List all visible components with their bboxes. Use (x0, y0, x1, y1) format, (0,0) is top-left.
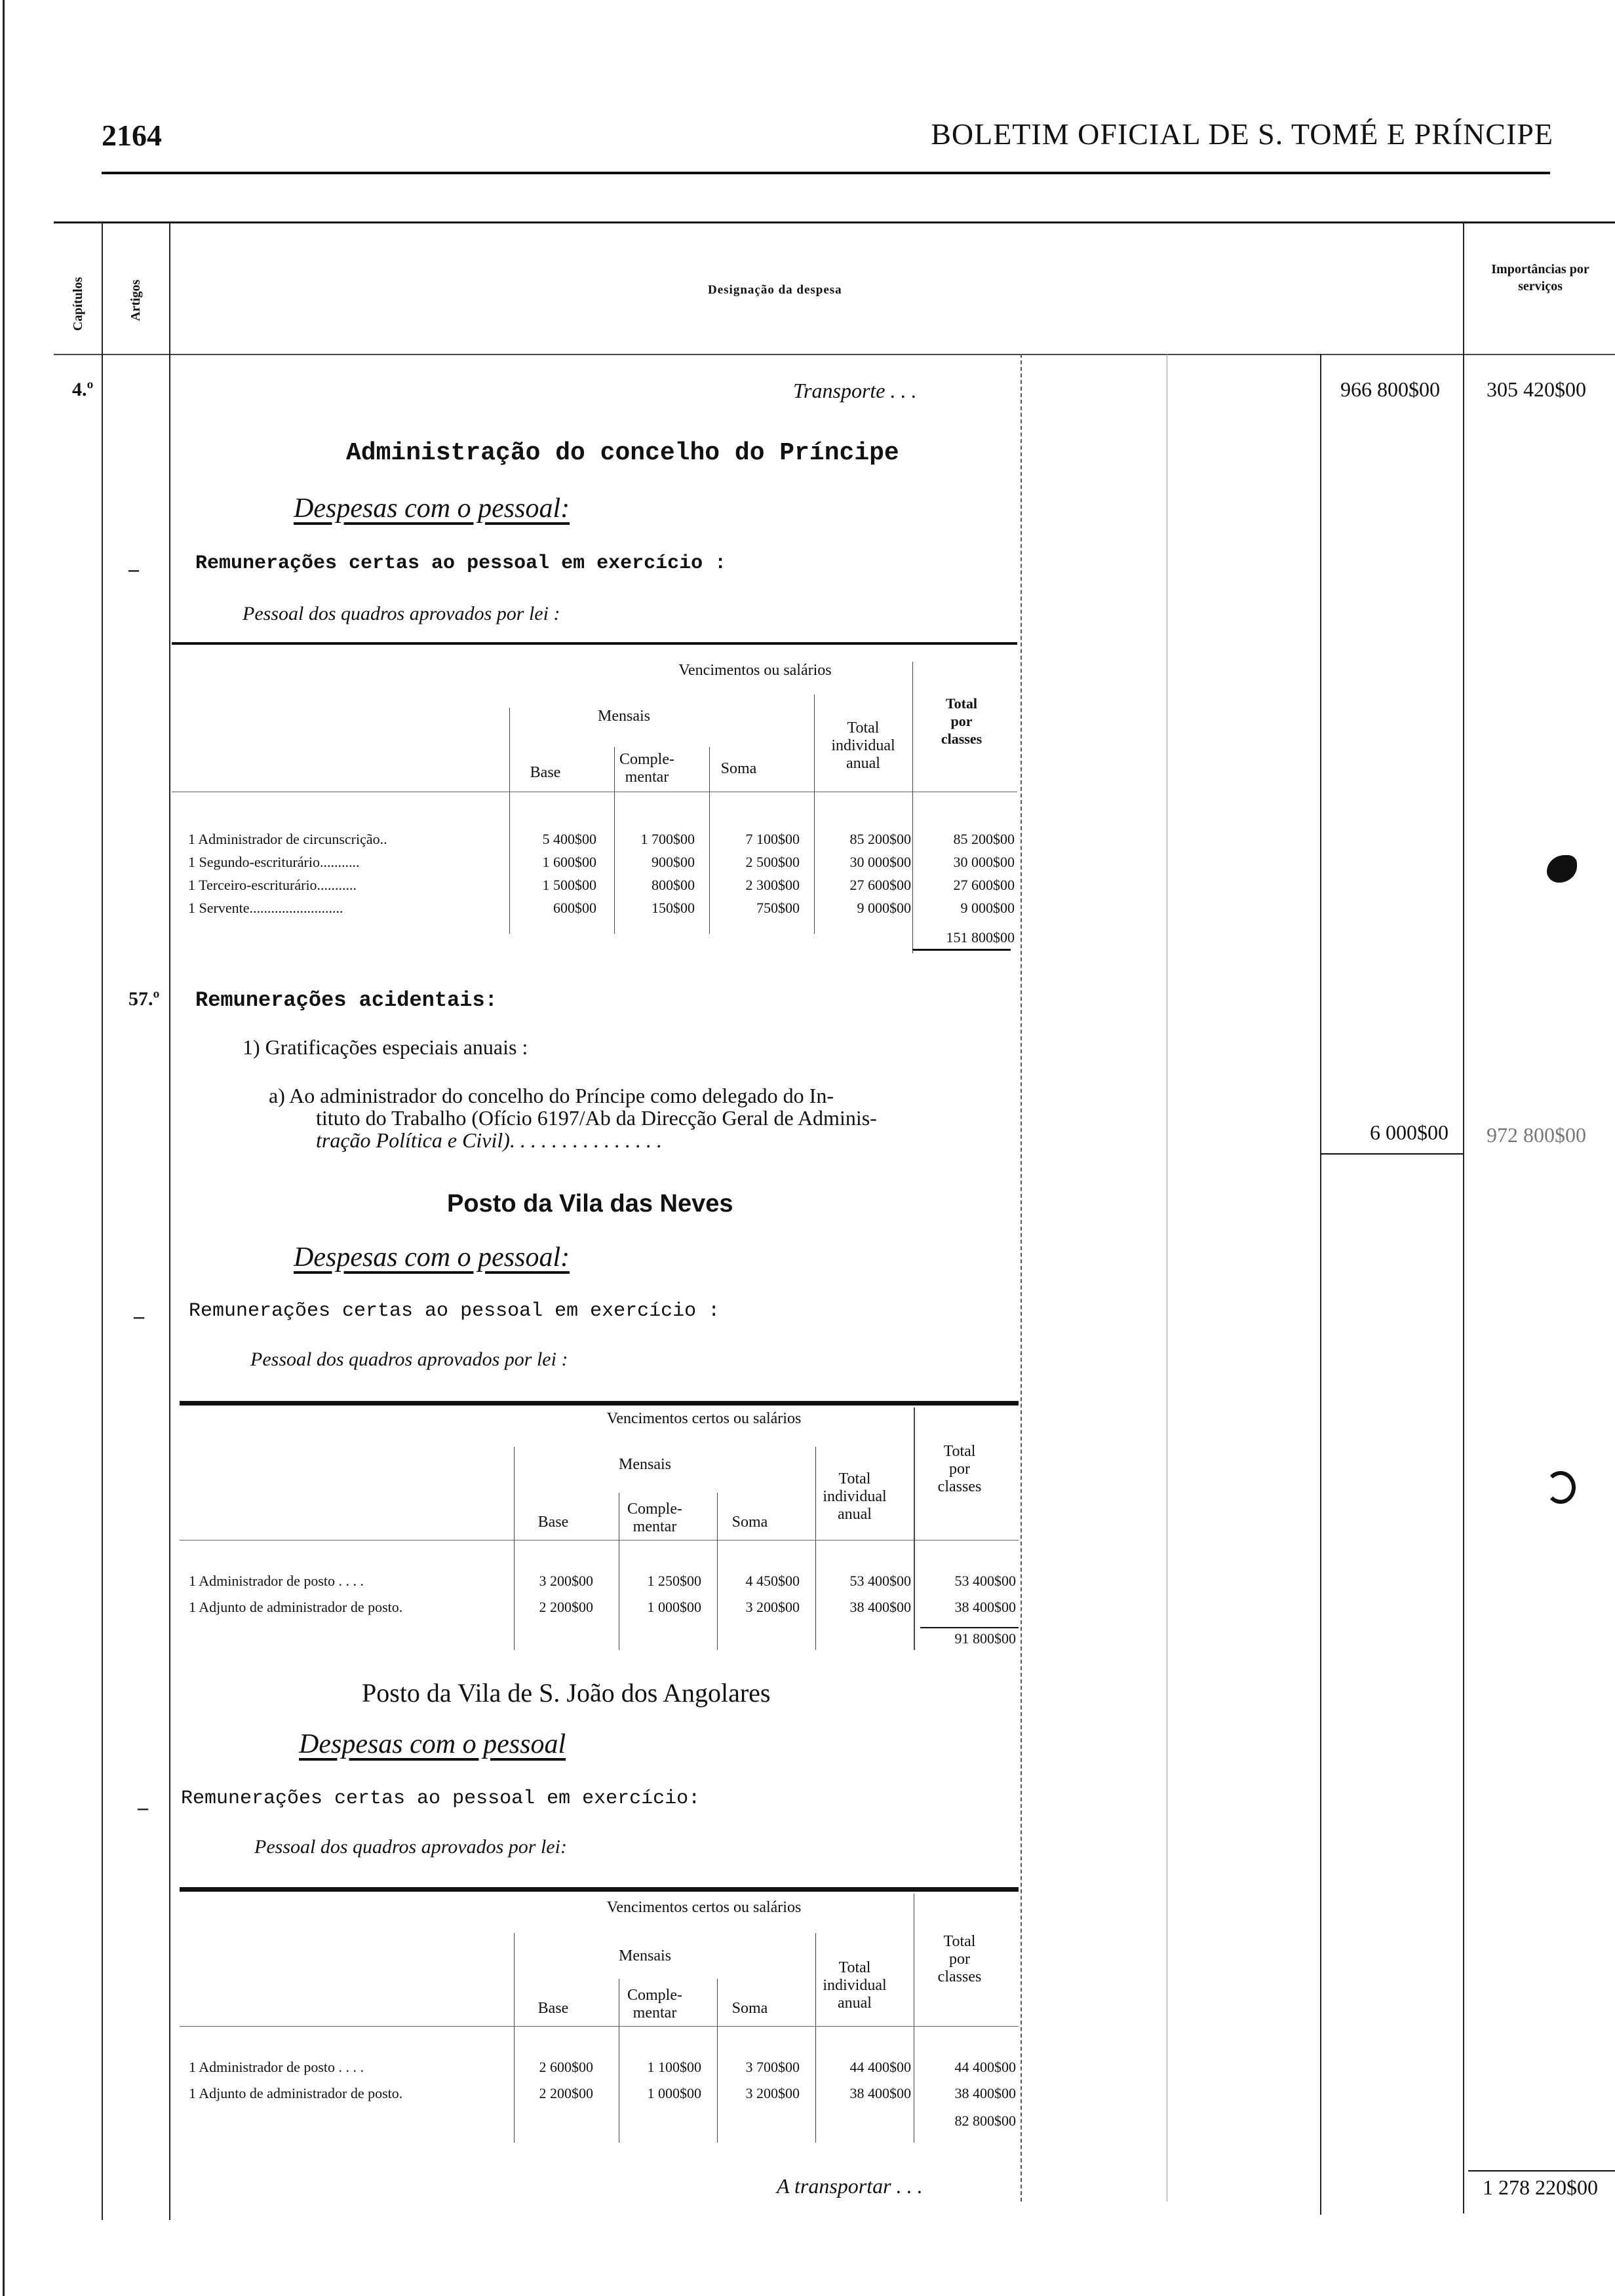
t1-cell: 27 600$00 (953, 877, 1015, 893)
t1-top-rule (172, 642, 1017, 645)
t3-cell: 38 400$00 (954, 2085, 1016, 2101)
section1-remun: Remunerações certas ao pessoal em exercício : (195, 552, 727, 575)
t1-row-label: 1 Segundo-escriturário........... (188, 854, 360, 870)
section2-title: Posto da Vila das Neves (447, 1190, 733, 1217)
section3-title: Posto da Vila de S. João dos Angolares (362, 1678, 771, 1708)
t1-h-total-ind: Total individual anual (831, 719, 895, 772)
t3-h-vencimentos: Vencimentos certos ou salários (606, 1899, 802, 1916)
section1-title: Administração do concelho do Príncipe (346, 439, 899, 467)
section3-remun: Remunerações certas ao pessoal em exercício: (181, 1788, 701, 1810)
transporte-label: Transporte . . . (793, 379, 917, 402)
acidentais-title: Remunerações acidentais: (195, 988, 497, 1012)
header-capitulos: Capítulos (71, 277, 85, 331)
t2-cell: 3 200$00 (745, 1599, 800, 1615)
section2-remun: Remunerações certas ao pessoal em exercício : (189, 1300, 720, 1322)
t3-h-total-cls: Total por classes (937, 1933, 982, 1985)
section2-dash: – (134, 1304, 144, 1328)
acidentais-value-right: 972 800$00 (1487, 1123, 1586, 1147)
t2-cell: 2 200$00 (539, 1599, 593, 1615)
section2-despesas: Despesas com o pessoal: (294, 1242, 570, 1272)
a-transportar-value: 1 278 220$00 (1483, 2175, 1598, 2199)
t2-cell: 53 400$00 (954, 1573, 1016, 1589)
section3-dash: – (138, 1795, 148, 1819)
t1-cell: 30 000$00 (849, 854, 911, 870)
t3-cell: 1 000$00 (647, 2085, 701, 2101)
head-rule (102, 172, 1550, 174)
t1-cell: 900$00 (652, 854, 695, 870)
section2-table (180, 1401, 1019, 1656)
t1-cell: 27 600$00 (849, 877, 911, 893)
t1-cell: 2 500$00 (745, 854, 800, 870)
t3-h-mensais: Mensais (619, 1947, 671, 1964)
t1-row-label: 1 Servente.......................... (188, 900, 343, 916)
scan-mark (1546, 1471, 1576, 1504)
t2-cell: 53 400$00 (849, 1573, 911, 1589)
t3-sum: 82 800$00 (954, 2113, 1016, 2129)
t3-h-complementar: Comple- mentar (627, 1987, 682, 2021)
t2-rule-a (514, 1447, 515, 1650)
t2-cell: 3 200$00 (539, 1573, 593, 1589)
t2-h-vencimentos: Vencimentos certos ou salários (606, 1410, 802, 1427)
t3-cell: 2 200$00 (539, 2085, 593, 2101)
t3-head-rule (180, 2026, 1019, 2027)
t1-cell: 5 400$00 (542, 831, 596, 847)
t1-cell: 150$00 (652, 900, 695, 916)
t1-row-label: 1 Administrador de circunscrição.. (188, 831, 387, 847)
t3-rule-a (514, 1933, 515, 2143)
t2-h-total-cls: Total por classes (937, 1443, 982, 1495)
acidentais-value-left: 6 000$00 (1370, 1120, 1449, 1144)
header-artigos: Artigos (128, 279, 143, 321)
section3-despesas: Despesas com o pessoal (299, 1729, 566, 1759)
t2-cell: 1 250$00 (647, 1573, 701, 1589)
capitulo-number: 4.º (72, 379, 94, 400)
t1-row-label: 1 Terceiro-escriturário........... (188, 877, 357, 893)
t1-h-complementar: Comple- mentar (619, 751, 674, 786)
t1-cell: 1 500$00 (542, 877, 596, 893)
t3-cell: 1 100$00 (647, 2059, 701, 2075)
t2-top-rule (180, 1401, 1019, 1406)
t1-cell: 800$00 (652, 877, 695, 893)
col-rule-designacao (1021, 354, 1022, 2202)
header-designacao: Designação da despesa (708, 283, 842, 297)
t1-cell: 85 200$00 (953, 831, 1015, 847)
running-head: BOLETIM OFICIAL DE S. TOMÉ E PRÍNCIPE (931, 117, 1553, 151)
t2-cell: 38 400$00 (849, 1599, 911, 1615)
t2-row-label: 1 Administrador de posto . . . . (189, 1573, 364, 1589)
a-transportar-rule (1468, 2170, 1615, 2172)
section1-dash: – (128, 557, 139, 581)
t3-cell: 44 400$00 (954, 2059, 1016, 2075)
t2-cell: 4 450$00 (745, 1573, 800, 1589)
t1-cell: 1 600$00 (542, 854, 596, 870)
t2-sum: 91 800$00 (954, 1630, 1016, 1647)
t1-rule-b (614, 747, 615, 934)
t3-cell: 44 400$00 (849, 2059, 911, 2075)
col-rule-artigos (169, 221, 170, 2220)
t1-cell: 85 200$00 (849, 831, 911, 847)
section3-table (180, 1887, 1019, 2149)
header-importancias: Importâncias por serviços (1491, 262, 1589, 294)
t3-cell: 38 400$00 (849, 2085, 911, 2101)
section2-pessoal: Pessoal dos quadros aprovados por lei : (250, 1349, 568, 1370)
transporte-value-left: 966 800$00 (1340, 377, 1440, 401)
t1-rule-a (509, 708, 510, 934)
t1-cell: 2 300$00 (745, 877, 800, 893)
acidentais-item-a3: tração Política e Civil). . . . . . . . . . . . . . . (316, 1128, 662, 1152)
acidentais-item-a2: tituto do Trabalho (Ofício 6197/Ab da Direcção Geral de Adminis- (316, 1106, 877, 1130)
t1-h-vencimentos: Vencimentos ou salários (678, 662, 832, 679)
section1-despesas: Despesas com o pessoal: (294, 493, 570, 524)
t1-rule-c (709, 747, 710, 934)
acidentais-item-a1: a) Ao administrador do concelho do Príncipe como delegado do In- (269, 1084, 834, 1107)
scan-mark (1547, 855, 1577, 883)
page-number: 2164 (102, 119, 162, 152)
t1-h-soma: Soma (720, 760, 757, 777)
t3-h-total-ind: Total individual anual (823, 1959, 887, 2012)
t1-cell: 1 700$00 (640, 831, 695, 847)
t2-cell: 1 000$00 (647, 1599, 701, 1615)
t2-rule-c (717, 1493, 718, 1650)
t1-h-mensais: Mensais (598, 708, 650, 725)
t2-h-soma: Soma (731, 1514, 768, 1531)
t3-row-label: 1 Administrador de posto . . . . (189, 2059, 364, 2075)
header-bottom-rule (54, 354, 1615, 355)
section3-pessoal: Pessoal dos quadros aprovados por lei: (254, 1836, 567, 1858)
t1-cell: 9 000$00 (857, 900, 911, 916)
t1-sum: 151 800$00 (946, 929, 1015, 946)
t1-h-base: Base (530, 764, 561, 781)
acidentais-rule (1320, 1153, 1463, 1155)
header-top-rule (54, 221, 1615, 223)
section1-pessoal: Pessoal dos quadros aprovados por lei : (243, 603, 560, 624)
transporte-value-right: 305 420$00 (1487, 377, 1586, 401)
scan-edge (3, 0, 5, 2296)
t3-cell: 3 200$00 (745, 2085, 800, 2101)
t1-cell: 750$00 (756, 900, 800, 916)
t3-rule-d (815, 1933, 816, 2143)
t3-h-base: Base (537, 2000, 569, 2017)
t1-rule-e (912, 662, 913, 953)
t1-cell: 9 000$00 (960, 900, 1015, 916)
artigo-number: 57.º (128, 988, 160, 1010)
t2-h-total-ind: Total individual anual (823, 1470, 887, 1523)
t3-top-rule (180, 1887, 1019, 1892)
t2-rule-e (914, 1407, 915, 1650)
t2-row-label: 1 Adjunto de administrador de posto. (189, 1599, 403, 1615)
t3-h-soma: Soma (731, 2000, 768, 2017)
t1-cell: 600$00 (553, 900, 596, 916)
col-rule-capitulos (102, 221, 103, 2220)
t2-rule-d (815, 1447, 816, 1650)
a-transportar-label: A transportar . . . (777, 2174, 923, 2198)
t2-h-mensais: Mensais (619, 1456, 671, 1473)
t3-cell: 3 700$00 (745, 2059, 800, 2075)
t1-sum-rule (912, 949, 1011, 951)
t1-h-total-cls: Total por classes (941, 695, 983, 747)
acidentais-item1: 1) Gratificações especiais anuais : (243, 1035, 528, 1059)
t2-sum-rule (920, 1627, 1019, 1628)
t1-cell: 7 100$00 (745, 831, 800, 847)
t2-cell: 38 400$00 (954, 1599, 1016, 1615)
t3-cell: 2 600$00 (539, 2059, 593, 2075)
col-rule-imp-mid (1463, 221, 1464, 2213)
col-rule-imp-left (1320, 354, 1321, 2215)
t1-rule-d (814, 695, 815, 934)
t2-h-base: Base (537, 1514, 569, 1531)
t3-row-label: 1 Adjunto de administrador de posto. (189, 2085, 403, 2101)
t1-cell: 30 000$00 (953, 854, 1015, 870)
t2-h-complementar: Comple- mentar (627, 1501, 682, 1535)
